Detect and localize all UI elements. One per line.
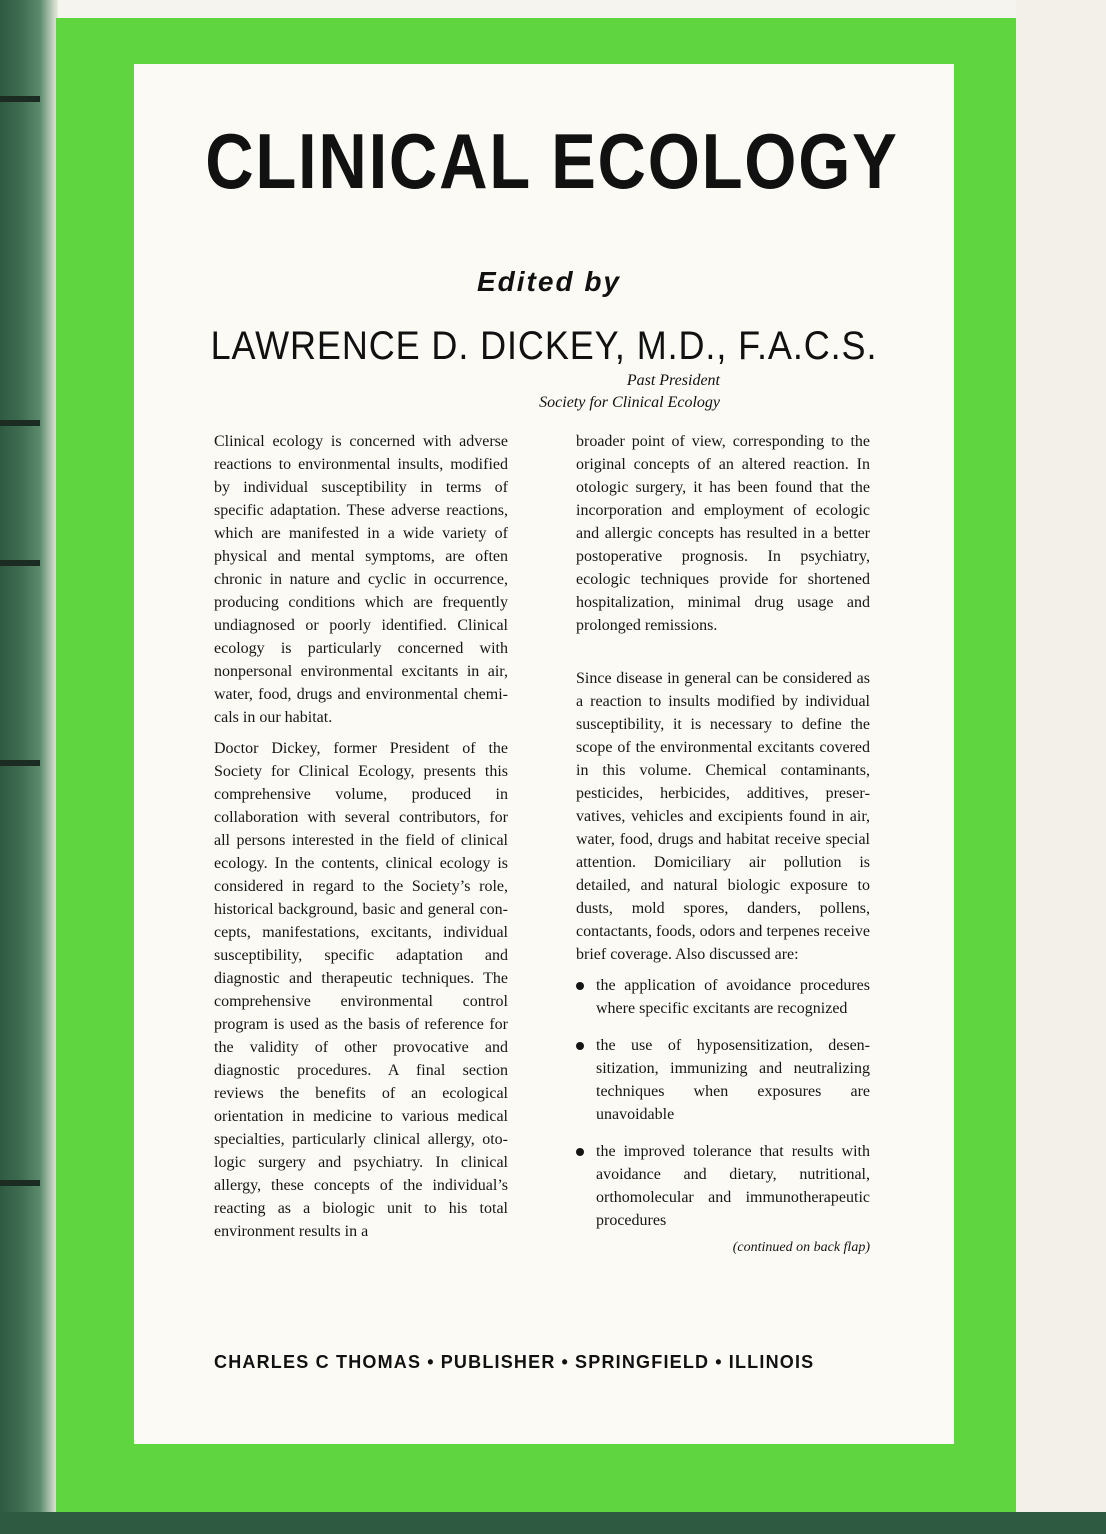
editor-role bbox=[400, 370, 720, 414]
right-column bbox=[576, 430, 870, 1259]
separator: • bbox=[561, 1352, 570, 1372]
publisher-line bbox=[214, 1352, 874, 1373]
bullet-text: the use of hyposensitization, desensitization, immunizing and neutralizing techniques when exposures are unavoidable bbox=[596, 1037, 870, 1123]
spine-mark bbox=[0, 560, 40, 566]
bullet-list bbox=[576, 974, 870, 1232]
publisher-label: PUBLISHER bbox=[440, 1352, 556, 1372]
editor-role-line1: Past President bbox=[626, 372, 720, 389]
spine-edge bbox=[0, 0, 58, 1534]
spine-mark bbox=[0, 1180, 40, 1186]
separator: • bbox=[715, 1352, 723, 1372]
bullet-item bbox=[576, 1034, 870, 1126]
bottom-edge bbox=[0, 1512, 1106, 1534]
bullet-icon bbox=[576, 1148, 584, 1156]
left-column bbox=[214, 430, 508, 1251]
continued-note: (continued on back flap) bbox=[732, 1240, 870, 1255]
book-title: CLINICAL ECOLOGY bbox=[205, 117, 899, 205]
editor-role-line2: Society for Clinical Ecology bbox=[539, 394, 720, 411]
spine-mark bbox=[0, 760, 40, 766]
paragraph-gap bbox=[576, 645, 870, 667]
bullet-icon bbox=[576, 982, 584, 990]
publisher-city: SPRINGFIELD bbox=[575, 1352, 710, 1372]
left-paragraph-2: Doctor Dickey, former President of the Society for Clinical Ecology, presents this comprehensive volume, produced in collaboration with several contributors, for all persons interested in the field of clinical ecology. In the contents, clinical ecology is considered in regard to the Society’s role, historical background, basic and general concepts, manifestations, excitants, individual susceptibility, specific adaptation and diagnostic and therapeutic techniques. The comprehensive environmental control program is used as the basis of reference for the validity of other provocative and diagnostic procedures. A final section reviews the benefits of an ecological orientation in medicine to various medical specialties, particularly clinical allergy, otologic surgery and psychiatry. In clinical allergy, these concepts of the individual’s reacting as a biologic unit to his total environment results in a bbox=[214, 740, 508, 1240]
separator: • bbox=[427, 1352, 435, 1372]
bullet-text: the improved tolerance that results with avoidance and dietary, nutritional, orthomolecular and immunotherapeutic procedures bbox=[596, 1143, 870, 1229]
bullet-text: the application of avoidance procedures where specific excitants are recognized bbox=[596, 977, 870, 1017]
bullet-item bbox=[576, 974, 870, 1020]
bullet-item bbox=[576, 1140, 870, 1232]
publisher-state: ILLINOIS bbox=[728, 1352, 815, 1372]
right-paragraph-1: broader point of view, corresponding to the original concepts of an altered reaction. In otologic surgery, it has been found that the incorporation and employment of ecologic and allergic concepts has resulted in a better postoperative prognosis. In psychiatry, ecologic techniques provide for shortened hospitalization, minimal drug usage and prolonged remissions. bbox=[576, 433, 870, 634]
right-margin bbox=[1016, 0, 1106, 1534]
edited-by-label: Edited by bbox=[476, 266, 621, 297]
spine-mark bbox=[0, 96, 40, 102]
spine-mark bbox=[0, 420, 40, 426]
editor-name: LAWRENCE D. DICKEY, M.D., F.A.C.S. bbox=[210, 324, 878, 368]
publisher-name: CHARLES C THOMAS bbox=[214, 1352, 422, 1372]
right-paragraph-2: Since disease in general can be considered as a reaction to insults modified by individual susceptibility, it is necessary to define the scope of the environmental excitants covered in this volume. Chemical contaminants, pesticides, herbicides, additives, preservatives, vehicles and excipients found in air, water, food, drugs and habitat receive special attention. Domiciliary air pollution is detailed, and natural biologic exposure to dusts, mold spores, danders, pollens, contactants, foods, odors and terpenes receive brief coverage. Also discussed are: bbox=[576, 670, 870, 963]
left-paragraph-1: Clinical ecology is concerned with adverse reactions to environmental insults, modified by individual susceptibility in terms of specific adaptation. These adverse reactions, which are manifested in a wide variety of physical and mental symptoms, are often chronic in nature and cyclic in occurrence, producing conditions which are frequently undiagnosed or poorly identified. Clinical ecology is particularly concerned with nonpersonal environmental excitants in air, water, food, drugs and environmental chemicals in our habitat. bbox=[214, 433, 508, 726]
bullet-icon bbox=[576, 1042, 584, 1050]
